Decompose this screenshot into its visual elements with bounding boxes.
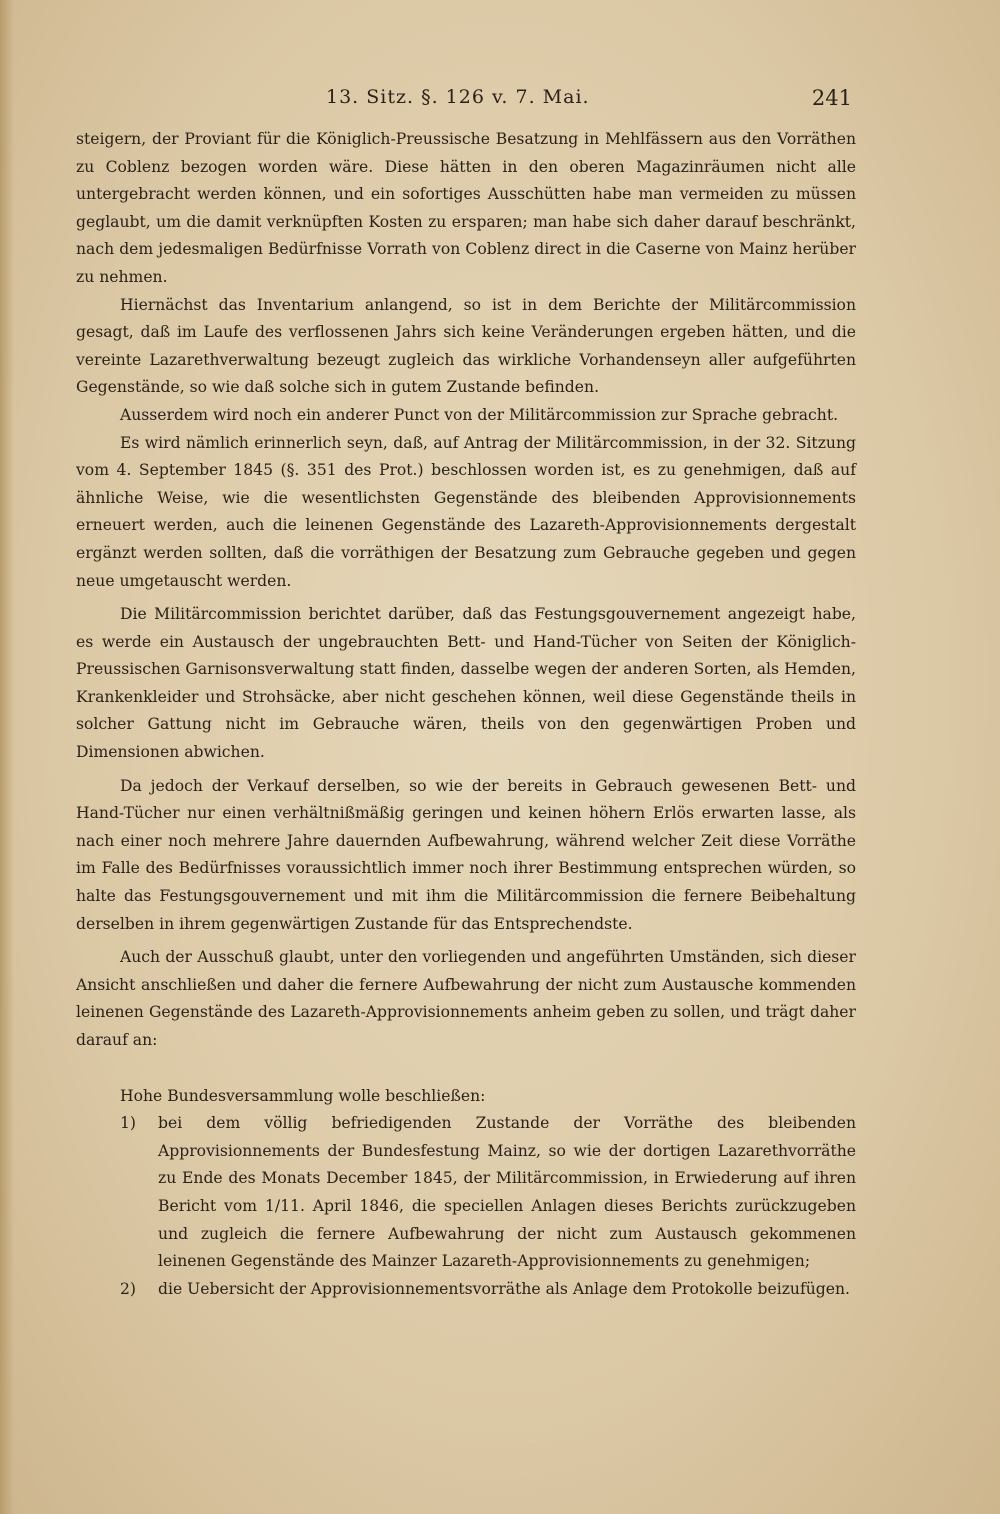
- body-text: [76, 126, 856, 1303]
- resolution-item-2: [120, 1276, 856, 1304]
- resolution-heading: Hohe Bundesversammlung wolle beschließen:: [120, 1086, 486, 1105]
- paragraph-7: Auch der Ausschuß glaubt, unter den vorliegenden und angeführten Umständen, sich dieser Ansicht anschließen und daher die fernere Aufbewahrung der nicht zum Austausche kommenden leinenen Gegenstände des Lazareth-Approvisionnements anheim geben zu sollen, und trägt daher darauf an:: [76, 948, 856, 1049]
- resolution-block: [76, 1083, 856, 1304]
- running-head-title: 13. Sitz. §. 126 v. 7. Mai.: [326, 86, 590, 108]
- paragraph-2: Hiernächst das Inventarium anlangend, so ist in dem Berichte der Militärcommission gesagt, daß im Laufe des verflossenen Jahrs sich keine Veränderungen ergeben hätten, und die vereinte Lazarethverwaltung bezeugt zugleich das wirkliche Vorhandenseyn aller aufgeführten Gegenstände, so wie daß solche sich in gutem Zustande befinden.: [76, 295, 856, 397]
- paragraph-1: steigern, der Proviant für die Königlich-Preussische Besatzung in Mehlfässern aus den Vorräthen zu Coblenz bezogen worden wäre. Diese hätten in den oberen Magazinräumen nicht alle untergebracht werden können, und ein sofortiges Ausschütten habe man vermeiden zu müssen geglaubt, um die damit verknüpften Kosten zu ersparen; man habe sich daher darauf beschränkt, nach dem jedesmaligen Bedürfnisse Vorrath von Coblenz direct in die Caserne von Mainz herüber zu nehmen.: [76, 130, 856, 286]
- resolution-item-number: 1): [120, 1114, 137, 1133]
- resolution-item-number: 2): [120, 1279, 137, 1298]
- paragraph-6: Da jedoch der Verkauf derselben, so wie der bereits in Gebrauch gewesenen Bett- und Hand-Tücher nur einen verhältnißmäßig geringen und keinen höhern Erlös erwarten lasse, als nach einer noch mehrere Jahre dauernden Aufbewahrung, während welcher Zeit diese Vorräthe im Falle des Bedürfnisses voraussichtlich immer noch ihrer Bestimmung entsprechen würden, so halte das Festungsgouvernement und mit ihm die Militärcommission die fernere Beibehaltung derselben in ihrem gegenwärtigen Zustande für das Entsprechendste.: [76, 776, 856, 933]
- page-number: 241: [811, 86, 852, 110]
- paragraph-5: Die Militärcommission berichtet darüber, daß das Festungsgouvernement angezeigt habe, es werde ein Austausch der ungebrauchten Bett- und Hand-Tücher von Seiten der Königlich-Preussischen Garnisonsverwaltung statt finden, dasselbe wegen der anderen Sorten, als Hemden, Krankenkleider und Strohsäcke, aber nicht geschehen können, weil diese Gegenstände theils in solcher Gattung nicht im Gebrauche wären, theils von den gegenwärtigen Proben und Dimensionen abwichen.: [76, 605, 856, 762]
- resolution-item-1: [120, 1110, 856, 1276]
- paragraph-4: Es wird nämlich erinnerlich seyn, daß, auf Antrag der Militärcommission, in der 32. Sitzung vom 4. September 1845 (§. 351 des Prot.) beschlossen worden ist, es zu genehmigen, daß auf ähnliche Weise, wie die wesentlichsten Gegenstände des bleibenden Approvisionnements erneuert werden, auch die leinenen Gegenstände des Lazareth-Approvisionnements dergestalt ergänzt werden sollten, daß die vorräthigen der Besatzung zum Gebrauche gegeben und gegen neue umgetauscht werden.: [76, 433, 856, 590]
- paragraph-3: Ausserdem wird noch ein anderer Punct von der Militärcommission zur Sprache gebracht.: [120, 405, 839, 424]
- running-head: [0, 86, 1000, 120]
- page-edge-shadow: [0, 0, 14, 1514]
- resolution-item-text: die Uebersicht der Approvisionnementsvorräthe als Anlage dem Protokolle beizufügen.: [158, 1279, 851, 1298]
- resolution-item-text: bei dem völlig befriedigenden Zustande der Vorräthe des bleibenden Approvisionnements der Bundesfestung Mainz, so wie der dortigen Lazarethvorräthe zu Ende des Monats December 1845, der Militärcommission, in Erwiederung auf ihren Bericht vom 1/11. April 1846, die speciellen Anlagen dieses Berichts zurückzugeben und zugleich die fernere Aufbewahrung der nicht zum Austausch gekommenen leinenen Gegenstände des Mainzer Lazareth-Approvisionnements zu genehmigen;: [158, 1114, 856, 1271]
